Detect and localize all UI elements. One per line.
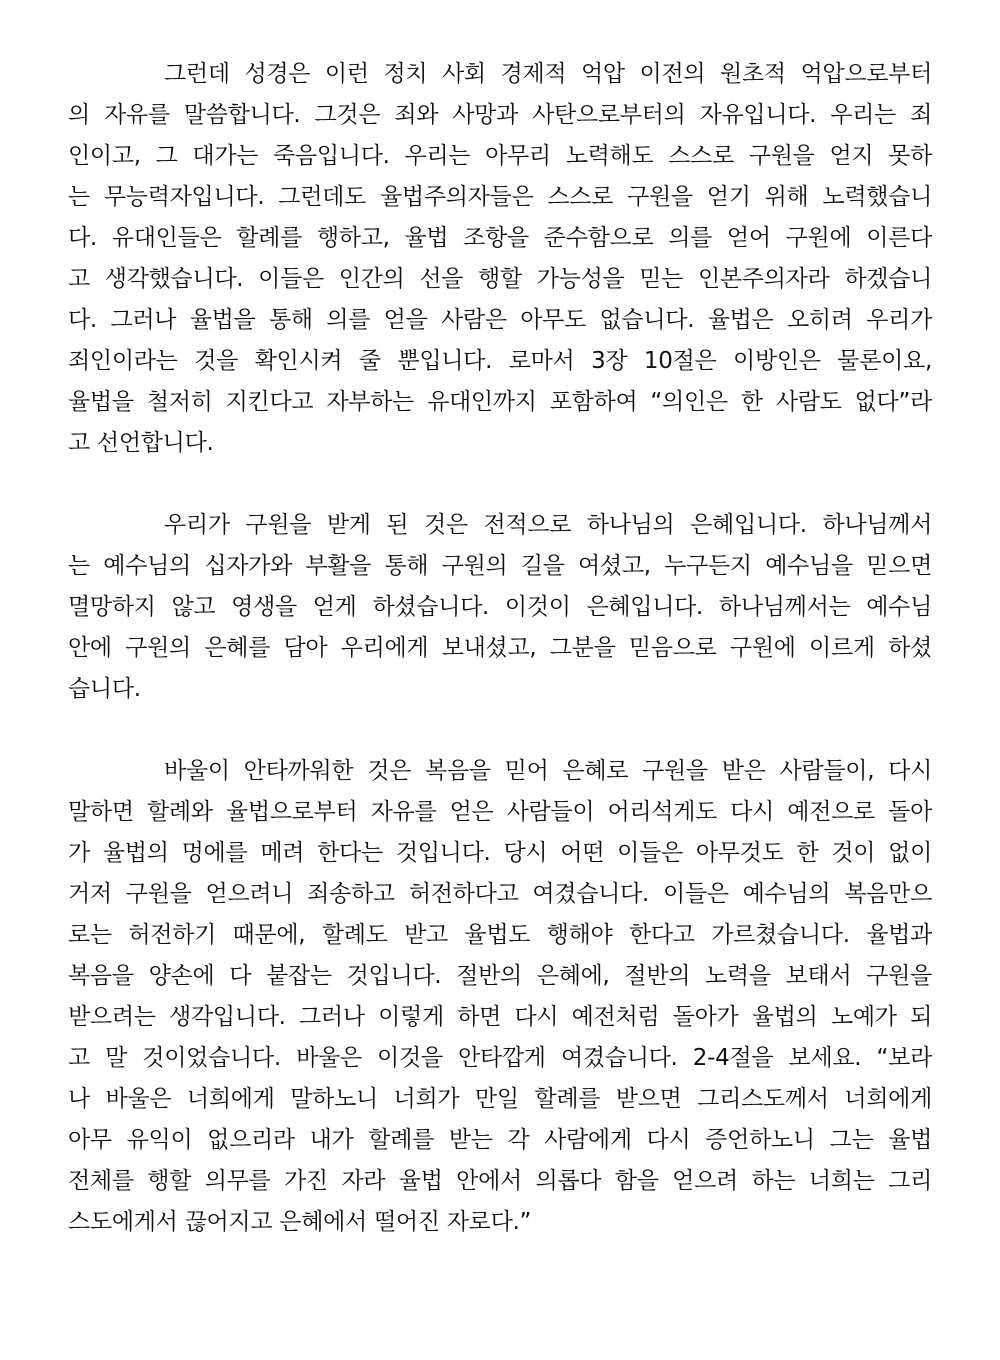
text-line: 아무 유익이 없으리라 내가 할례를 받는 각 사람에게 다시 증언하노니 그는 율법 xyxy=(68,1127,932,1153)
paragraph-3 xyxy=(68,751,932,1243)
text-line: 고 말 것이었습니다. 바울은 이것을 안타깝게 여겼습니다. 2-4절을 보세요. “보라 xyxy=(68,1045,932,1071)
text-line: 안에 구원의 은혜를 담아 우리에게 보내셨고, 그분을 믿음으로 구원에 이르게 하셨 xyxy=(68,635,932,661)
text-line: 받으려는 생각입니다. 그러나 이렇게 하면 다시 예전처럼 돌아가 율법의 노예가 되 xyxy=(68,1004,932,1030)
text-line: 다. 그러나 율법을 통해 의를 얻을 사람은 아무도 없습니다. 율법은 오히려 우리가 xyxy=(68,307,932,333)
text-line: 죄인이라는 것을 확인시켜 줄 뿐입니다. 로마서 3장 10절은 이방인은 물론이요, xyxy=(68,348,932,374)
text-line: 율법을 철저히 지킨다고 자부하는 유대인까지 포함하여 “의인은 한 사람도 없다”라 xyxy=(68,389,932,415)
text-line: 바울이 안타까워한 것은 복음을 믿어 은혜로 구원을 받은 사람들이, 다시 xyxy=(164,758,932,784)
text-line: 말하면 할례와 율법으로부터 자유를 얻은 사람들이 어리석게도 다시 예전으로 돌아 xyxy=(68,799,932,825)
text-line: 가 율법의 멍에를 메려 한다는 것입니다. 당시 어떤 이들은 아무것도 한 것이 없이 xyxy=(68,840,932,866)
text-line: 는 예수님의 십자가와 부활을 통해 구원의 길을 여셨고, 누구든지 예수님을 믿으면 xyxy=(68,553,932,579)
text-line: 의 자유를 말씀합니다. 그것은 죄와 사망과 사탄으로부터의 자유입니다. 우리는 죄 xyxy=(68,102,932,128)
paragraph-2 xyxy=(68,505,932,710)
text-line: 로는 허전하기 때문에, 할례도 받고 율법도 행해야 한다고 가르쳤습니다. 율법과 xyxy=(68,922,932,948)
paragraph-1 xyxy=(68,54,932,464)
text-line: 인이고, 그 대가는 죽음입니다. 우리는 아무리 노력해도 스스로 구원을 얻지 못하 xyxy=(68,143,932,169)
text-line: 고 선언합니다. xyxy=(68,430,214,456)
text-line: 는 무능력자입니다. 그런데도 율법주의자들은 스스로 구원을 얻기 위해 노력했습니 xyxy=(68,184,932,210)
text-line: 멸망하지 않고 영생을 얻게 하셨습니다. 이것이 은혜입니다. 하나님께서는 예수님 xyxy=(68,594,932,620)
text-line: 스도에게서 끊어지고 은혜에서 떨어진 자로다.” xyxy=(68,1209,532,1235)
text-line: 나 바울은 너희에게 말하노니 너희가 만일 할례를 받으면 그리스도께서 너희에게 xyxy=(68,1086,932,1112)
text-line: 습니다. xyxy=(68,676,141,702)
text-line: 다. 유대인들은 할례를 행하고, 율법 조항을 준수함으로 의를 얻어 구원에 이른다 xyxy=(68,225,932,251)
text-line: 그런데 성경은 이런 정치 사회 경제적 억압 이전의 원초적 억압으로부터 xyxy=(164,61,932,87)
text-line: 거저 구원을 얻으려니 죄송하고 허전하다고 여겼습니다. 이들은 예수님의 복음만으 xyxy=(68,881,932,907)
text-line: 고 생각했습니다. 이들은 인간의 선을 행할 가능성을 믿는 인본주의자라 하겠습니 xyxy=(68,266,932,292)
text-line: 우리가 구원을 받게 된 것은 전적으로 하나님의 은혜입니다. 하나님께서 xyxy=(164,512,932,538)
text-line: 전체를 행할 의무를 가진 자라 율법 안에서 의롭다 함을 얻으려 하는 너희는 그리 xyxy=(68,1168,932,1194)
text-line: 복음을 양손에 다 붙잡는 것입니다. 절반의 은혜에, 절반의 노력을 보태서 구원을 xyxy=(68,963,932,989)
